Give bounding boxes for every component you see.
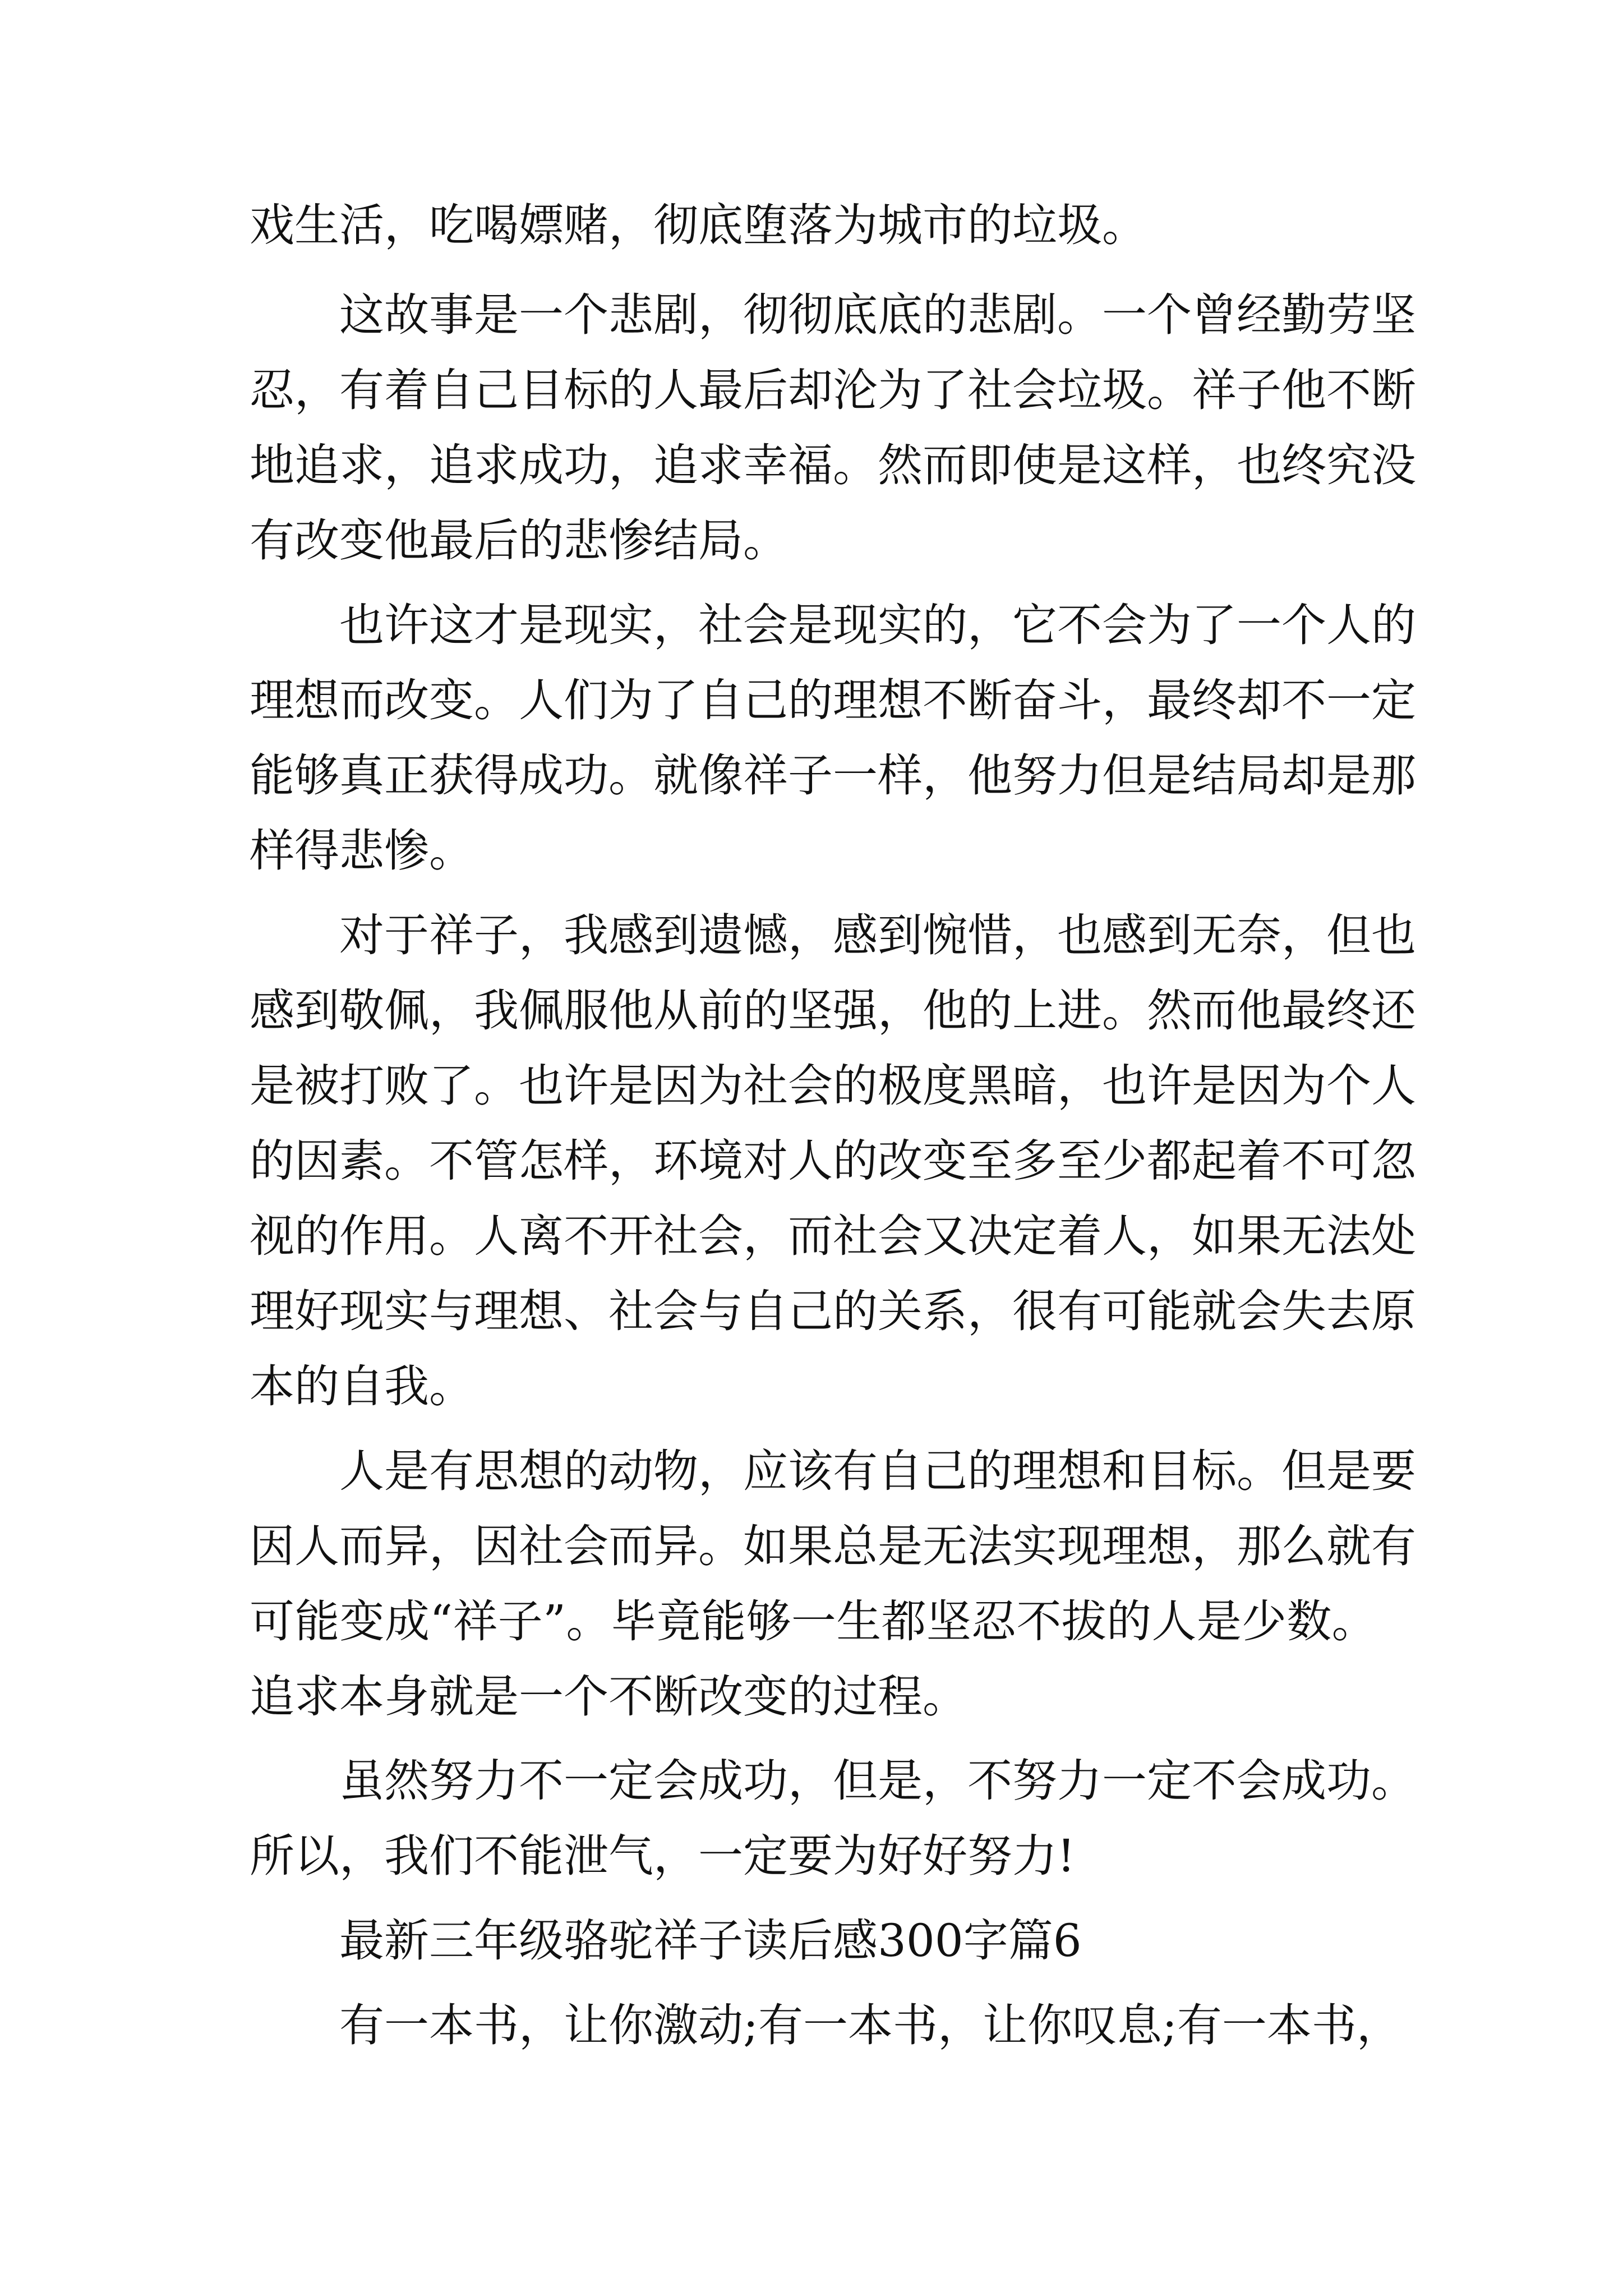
text-line-16: 本的自我。 bbox=[250, 1360, 474, 1412]
text-line-20: 追求本身就是一个不断改变的过程。 bbox=[250, 1671, 967, 1723]
text-line-6: 也 许 这 才 是 现 实 ， 社 会 是 现 实 的 ， 它 不 会 为 了 一 个 人 的 bbox=[339, 599, 1416, 651]
text-line-21: 虽 然 努 力 不 一 定 会 成 功 ， 但 是 ， 不 努 力 一 定 不 会 成 功 。 bbox=[339, 1755, 1416, 1807]
text-line-12: 是 被 打 败 了 。 也 许 是 因 为 社 会 的 极 度 黑 暗 ， 也 许 是 因 为 个 人 bbox=[250, 1060, 1416, 1112]
text-line-22: 所以，我们不能泄气，一定要为好好努力! bbox=[250, 1830, 1076, 1882]
text-line-11: 感 到 敬 佩 ， 我 佩 服 他 从 前 的 坚 强 ， 他 的 上 进 。 然 而 他 最 终 还 bbox=[250, 984, 1416, 1037]
text-line-8: 能 够 真 正 获 得 成 功 。 就 像 祥 子 一 样 ， 他 努 力 但 是 结 局 却 是 那 bbox=[250, 749, 1416, 802]
text-line-2: 这 故 事 是 一 个 悲 剧 ， 彻 彻 底 底 的 悲 剧 。 一 个 曾 经 勤 劳 坚 bbox=[339, 289, 1416, 341]
section-heading: 最新三年级骆驼祥子读后感300字篇6 bbox=[339, 1915, 1082, 1967]
text-line-19: 可 能 变 成 “ 祥 子 ” 。 毕 竟 能 够 一 生 都 坚 忍 不 拔 的 人 是 少 数 。 bbox=[250, 1595, 1377, 1648]
text-line-10: 对 于 祥 子 ， 我 感 到 遗 憾 ， 感 到 惋 惜 ， 也 感 到 无 奈 ， 但 也 bbox=[339, 909, 1416, 961]
text-line-9: 样得悲惨。 bbox=[250, 825, 474, 877]
text-line-3: 忍 ， 有 着 自 己 目 标 的 人 最 后 却 沦 为 了 社 会 垃 圾 。 祥 子 他 不 断 bbox=[250, 364, 1416, 416]
text-line-17: 人 是 有 思 想 的 动 物 ， 应 该 有 自 己 的 理 想 和 目 标 。 但 是 要 bbox=[339, 1445, 1416, 1497]
text-line-15: 理 好 现 实 与 理 想 、 社 会 与 自 己 的 关 系 ， 很 有 可 能 就 会 失 去 原 bbox=[250, 1285, 1416, 1337]
text-line-14: 视 的 作 用 。 人 离 不 开 社 会 ， 而 社 会 又 决 定 着 人 ， 如 果 无 法 处 bbox=[250, 1210, 1416, 1262]
text-line-5: 有改变他最后的悲惨结局。 bbox=[250, 514, 788, 567]
text-line-1: 戏生活，吃喝嫖赌，彻底堕落为城市的垃圾。 bbox=[250, 199, 1147, 251]
text-line-24: 有 一 本 书 ， 让 你 激 动 ; 有 一 本 书 ， 让 你 叹 息 ; 有 一 本 书 ， bbox=[339, 1999, 1401, 2051]
text-line-4: 地 追 求 ， 追 求 成 功 ， 追 求 幸 福 。 然 而 即 使 是 这 样 ， 也 终 究 没 bbox=[250, 439, 1416, 491]
text-line-18: 因 人 而 异 ， 因 社 会 而 异 。 如 果 总 是 无 法 实 现 理 想 ， 那 么 就 有 bbox=[250, 1520, 1416, 1572]
text-line-13: 的 因 素 。 不 管 怎 样 ， 环 境 对 人 的 改 变 至 多 至 少 都 起 着 不 可 忽 bbox=[250, 1135, 1416, 1187]
text-line-7: 理 想 而 改 变 。 人 们 为 了 自 己 的 理 想 不 断 奋 斗 ， 最 终 却 不 一 定 bbox=[250, 674, 1416, 726]
